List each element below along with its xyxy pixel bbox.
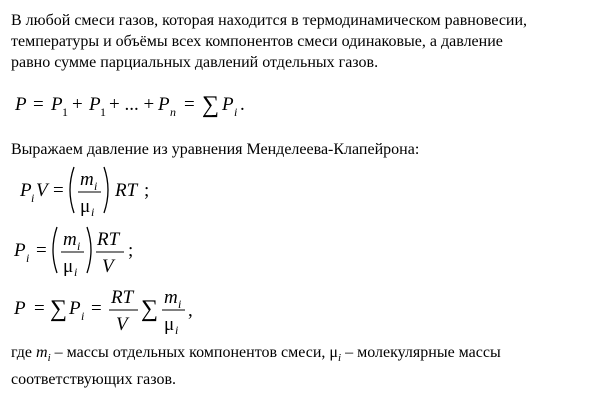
svg-text:i: i bbox=[175, 323, 179, 337]
svg-text:=: = bbox=[34, 298, 45, 319]
svg-text:i: i bbox=[31, 191, 35, 205]
svg-text:RT: RT bbox=[115, 180, 138, 201]
svg-text:.: . bbox=[240, 94, 245, 115]
svg-text:m: m bbox=[63, 229, 77, 250]
mass-symbol: m bbox=[36, 344, 48, 361]
svg-text:i: i bbox=[74, 265, 78, 279]
intro-line-2: температуры и объёмы всех компонентов смеси одинаковые, а давление bbox=[11, 33, 503, 50]
svg-text:=: = bbox=[36, 240, 47, 261]
svg-text:RT: RT bbox=[97, 229, 120, 250]
mendeleev-paragraph: Выражаем давление из уравнения Менделеева-Клапейрона: bbox=[11, 141, 420, 158]
svg-text:μ: μ bbox=[80, 196, 91, 217]
svg-text:∑: ∑ bbox=[202, 92, 220, 118]
svg-text:P: P bbox=[158, 94, 170, 115]
mu-symbol: μ bbox=[329, 344, 338, 361]
svg-text:,: , bbox=[188, 300, 193, 321]
formula-partial-pressure bbox=[13, 227, 133, 279]
svg-text:μ: μ bbox=[63, 256, 74, 277]
svg-text:i: i bbox=[81, 309, 85, 323]
svg-text:1: 1 bbox=[100, 105, 106, 119]
svg-text:μ: μ bbox=[164, 314, 175, 335]
svg-text:;: ; bbox=[144, 180, 150, 201]
svg-text:P: P bbox=[14, 298, 26, 319]
svg-text:+ ... +: + ... + bbox=[109, 94, 155, 115]
svg-text:=: = bbox=[184, 94, 195, 115]
svg-text:i: i bbox=[26, 251, 30, 265]
svg-text:n: n bbox=[170, 105, 176, 119]
where-line-2: соответствующих газов. bbox=[11, 371, 177, 389]
svg-text:P: P bbox=[69, 298, 81, 319]
svg-text:i: i bbox=[77, 239, 81, 253]
svg-text:i: i bbox=[94, 179, 98, 193]
intro-line-3: равно сумме парциальных давлений отдельных газов. bbox=[11, 54, 379, 71]
svg-text:;: ; bbox=[128, 240, 134, 261]
svg-text:1: 1 bbox=[62, 105, 68, 119]
svg-text:i: i bbox=[91, 205, 95, 219]
svg-text:m: m bbox=[80, 169, 94, 190]
svg-text:m: m bbox=[164, 287, 178, 308]
svg-text:P: P bbox=[14, 240, 26, 261]
svg-text:i: i bbox=[178, 297, 182, 311]
svg-text:V: V bbox=[36, 180, 48, 201]
svg-text:P: P bbox=[15, 94, 27, 115]
intro-line-1: В любой смеси газов, которая находится в термодинамическом равновесии, bbox=[11, 12, 528, 29]
svg-text:i: i bbox=[234, 105, 238, 119]
svg-text:V: V bbox=[102, 256, 114, 277]
svg-text:RT: RT bbox=[111, 287, 134, 308]
svg-text:=: = bbox=[91, 298, 102, 319]
svg-text:P: P bbox=[89, 94, 101, 115]
formula-pv-equation bbox=[19, 167, 149, 219]
svg-text:∑: ∑ bbox=[141, 296, 159, 322]
svg-text:P: P bbox=[51, 94, 63, 115]
svg-text:P: P bbox=[222, 94, 234, 115]
formula-total-pressure bbox=[13, 287, 193, 337]
svg-text:V: V bbox=[116, 314, 128, 335]
svg-text:=: = bbox=[33, 94, 44, 115]
svg-text:=: = bbox=[53, 180, 64, 201]
where-line-1: где $m_i$ – массы отдельных компонентов смеси, $\mu_i$ – молекулярные массы bbox=[11, 344, 501, 365]
formula-sum-of-partial-pressures bbox=[14, 92, 245, 119]
svg-text:∑: ∑ bbox=[50, 296, 68, 322]
svg-text:P: P bbox=[20, 180, 32, 201]
svg-text:+: + bbox=[72, 94, 83, 115]
